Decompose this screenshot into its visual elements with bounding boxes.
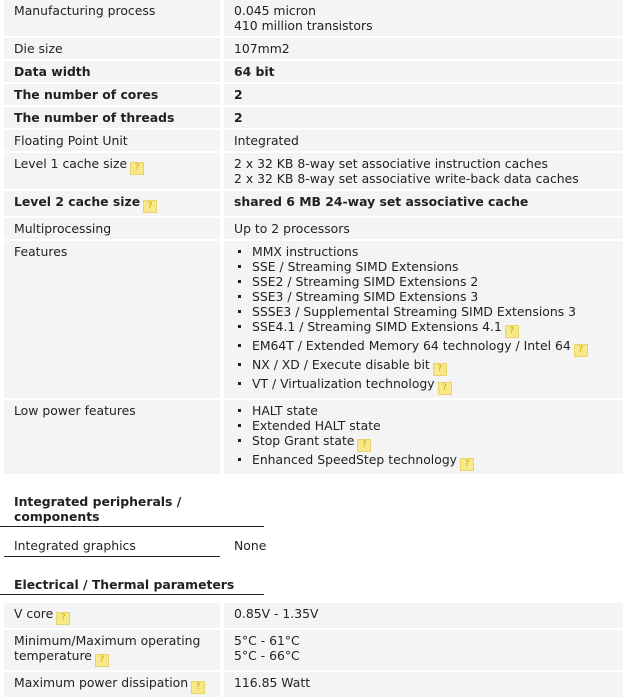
help-question-icon[interactable]: ? — [95, 654, 109, 667]
list-item — [234, 357, 613, 376]
spec-value-line: shared 6 MB 24-way set associative cache — [234, 194, 529, 209]
help-question-icon[interactable]: ? — [433, 363, 447, 376]
spec-label-cell — [4, 61, 220, 82]
spec-value-line: Integrated — [234, 133, 299, 148]
spec-label-cell — [4, 191, 220, 216]
spec-label: Level 1 cache size — [14, 156, 128, 171]
list-item — [234, 418, 613, 433]
spec-label: Floating Point Unit — [14, 133, 128, 148]
spec-label-cell — [4, 107, 220, 128]
spec-value-line: 0.045 micron — [234, 3, 316, 18]
help-question-icon[interactable]: ? — [143, 200, 157, 213]
peripherals-table-body — [4, 535, 623, 557]
list-item — [234, 289, 613, 304]
list-item — [234, 376, 613, 395]
list-item-text: VT / Virtualization technology — [252, 376, 435, 391]
spec-label: Data width — [14, 64, 91, 79]
list-item-text: EM64T / Extended Memory 64 technology / Intel 64 — [252, 338, 571, 353]
spec-label-cell — [4, 0, 220, 36]
list-item-text: SSE / Streaming SIMD Extensions — [252, 259, 459, 274]
features-row — [4, 241, 623, 398]
spec-value-line: 2 x 32 KB 8-way set associative write-back data caches — [234, 171, 579, 186]
electrical-value-cell — [224, 603, 623, 628]
spec-value-cell — [224, 218, 623, 239]
electrical-table — [0, 601, 627, 699]
electrical-value-line: 0.85V - 1.35V — [234, 606, 319, 621]
electrical-table-body — [4, 603, 623, 697]
list-item — [234, 304, 613, 319]
spec-value-line: 410 million transistors — [234, 18, 373, 33]
features-label-cell — [4, 241, 220, 398]
list-item — [234, 452, 613, 471]
electrical-section — [0, 577, 627, 699]
electrical-row — [4, 630, 623, 670]
help-question-icon[interactable]: ? — [460, 458, 474, 471]
spec-value-cell — [224, 61, 623, 82]
spec-row — [4, 153, 623, 189]
list-item-text: Enhanced SpeedStep technology — [252, 452, 458, 467]
spec-label: Multiprocessing — [14, 221, 112, 236]
low-power-row — [4, 400, 623, 474]
list-item-text: SSE2 / Streaming SIMD Extensions 2 — [252, 274, 479, 289]
peripheral-value: None — [234, 538, 267, 553]
spec-label-cell — [4, 84, 220, 105]
list-item — [234, 338, 613, 357]
help-question-icon[interactable]: ? — [574, 344, 588, 357]
spec-label-cell — [4, 130, 220, 151]
electrical-label-cell — [4, 603, 220, 628]
spec-label-cell — [4, 38, 220, 59]
peripherals-section — [0, 494, 627, 559]
spec-table-body — [4, 0, 623, 474]
electrical-value-line: 5°C - 61°C — [234, 633, 300, 648]
electrical-label: V core — [14, 606, 54, 621]
spec-row — [4, 61, 623, 82]
electrical-label: Minimum/Maximum operating temperature — [14, 633, 201, 663]
low-power-label-cell — [4, 400, 220, 474]
spec-value-cell — [224, 130, 623, 151]
spec-label: The number of threads — [14, 110, 175, 125]
list-item — [234, 244, 613, 259]
list-item-text: Extended HALT state — [252, 418, 381, 433]
help-question-icon[interactable]: ? — [438, 382, 452, 395]
help-question-icon[interactable]: ? — [130, 162, 144, 175]
spec-label: The number of cores — [14, 87, 159, 102]
electrical-value-cell — [224, 630, 623, 670]
help-question-icon[interactable]: ? — [191, 681, 205, 694]
help-question-icon[interactable]: ? — [505, 325, 519, 338]
spec-value-line: 2 — [234, 110, 243, 125]
spec-value-cell — [224, 84, 623, 105]
features-label: Features — [14, 244, 68, 259]
spec-label: Die size — [14, 41, 63, 56]
electrical-value-cell — [224, 672, 623, 697]
spec-value-line: 2 x 32 KB 8-way set associative instruction caches — [234, 156, 548, 171]
list-item — [234, 433, 613, 452]
list-item-text: Stop Grant state — [252, 433, 355, 448]
list-item-text: HALT state — [252, 403, 318, 418]
list-item-text: SSE3 / Streaming SIMD Extensions 3 — [252, 289, 479, 304]
spec-value-cell — [224, 0, 623, 36]
help-question-icon[interactable]: ? — [357, 439, 371, 452]
list-item-text: MMX instructions — [252, 244, 359, 259]
list-item-text: SSSE3 / Supplemental Streaming SIMD Extensions 3 — [252, 304, 576, 319]
spec-row — [4, 38, 623, 59]
list-item-text: NX / XD / Execute disable bit — [252, 357, 430, 372]
electrical-value-line: 116.85 Watt — [234, 675, 311, 690]
spec-value-cell — [224, 38, 623, 59]
electrical-section-title: Electrical / Thermal parameters — [0, 577, 264, 595]
electrical-value-line: 5°C - 66°C — [234, 648, 300, 663]
electrical-label: Maximum power dissipation — [14, 675, 189, 690]
peripheral-value-cell — [224, 535, 623, 557]
list-item — [234, 403, 613, 418]
electrical-label-cell — [4, 672, 220, 697]
list-item — [234, 259, 613, 274]
spec-row — [4, 130, 623, 151]
list-item — [234, 319, 613, 338]
spec-label: Level 2 cache size — [14, 194, 141, 209]
features-list — [234, 244, 613, 395]
peripherals-table — [0, 533, 627, 559]
spec-row — [4, 191, 623, 216]
list-item — [234, 274, 613, 289]
spec-value-cell — [224, 191, 623, 216]
peripherals-section-title: Integrated peripherals / components — [0, 494, 264, 527]
electrical-label-cell — [4, 630, 220, 670]
spec-value-line: Up to 2 processors — [234, 221, 350, 236]
spec-row — [4, 0, 623, 36]
spec-value-cell — [224, 107, 623, 128]
electrical-row — [4, 603, 623, 628]
spec-value-line: 64 bit — [234, 64, 275, 79]
low-power-value-cell — [224, 400, 623, 474]
help-question-icon[interactable]: ? — [56, 612, 70, 625]
spec-row — [4, 218, 623, 239]
spec-value-line: 107mm2 — [234, 41, 290, 56]
low-power-label: Low power features — [14, 403, 136, 418]
spec-label-cell — [4, 153, 220, 189]
spec-value-cell — [224, 153, 623, 189]
spec-row — [4, 107, 623, 128]
low-power-list — [234, 403, 613, 471]
spec-label-cell — [4, 218, 220, 239]
peripheral-label-cell — [4, 535, 220, 557]
spec-label: Manufacturing process — [14, 3, 156, 18]
features-value-cell — [224, 241, 623, 398]
electrical-row — [4, 672, 623, 697]
peripheral-label: Integrated graphics — [14, 538, 136, 553]
peripheral-row — [4, 535, 623, 557]
spec-row — [4, 84, 623, 105]
list-item-text: SSE4.1 / Streaming SIMD Extensions 4.1 — [252, 319, 502, 334]
spec-value-line: 2 — [234, 87, 243, 102]
